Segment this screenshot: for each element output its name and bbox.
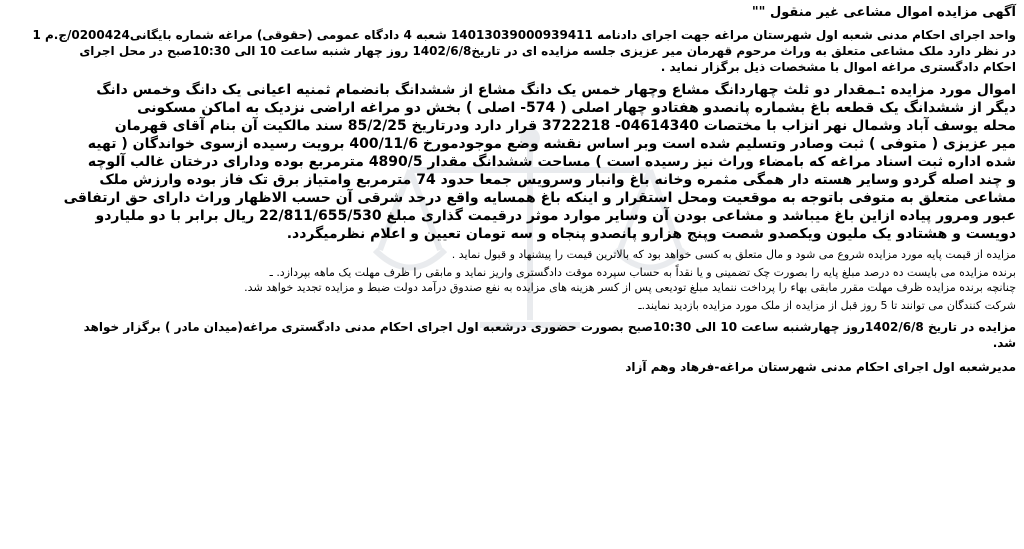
auction-line: مزایده در تاریخ 1402/6/8روز چهارشنبه ساعت 10 الی 10:30صبح بصورت حضوری درشعبه اول اجرای احکام مدنی دادگستری مراغه(میدان مادر ) برگزار خواهد (83, 320, 1016, 334)
description-line: میر عزیزی ( متوفی ) ثبت وصادر وتسلیم شده است وبر اساس نقشه وضع موجودمورخ 400/11/6 برویت رسیده ازسوی خواندگان ( تهیه (87, 136, 1016, 152)
base-price-note: مزایده از قیمت پایه مورد مزایده شروع می شود و مال متعلق به کسی خواهد بود که بالاترین قیمت را پیشنهاد و قبول نماید . (451, 248, 1016, 261)
payment-terms (6, 265, 1016, 295)
description-line: عبور ومرور پیاده ازاین باغ میباشد و مشاعی بودن آن وسایر موارد موثر درقیمت گذاری مبلغ 22/811/655/530 ریال برابر با دو ملیاردو (95, 208, 1016, 224)
notice-intro (6, 27, 1016, 75)
payment-line: برنده مزایده می بایست ده درصد مبلغ پایه را بصورت چک تضمینی و یا نقداً به حساب سپرده موقت دادگستری واریز نماید و مابقی را ظرف مهلت یک ماهه بپردازد. ـ (269, 266, 1016, 279)
visit-note: شرکت کنندگان می توانند تا 5 روز قبل از مزایده از ملک مورد مزایده بازدید نمایند.ـ (638, 299, 1016, 312)
auction-line: شد. (992, 336, 1016, 350)
description-line: محله یوسف آباد وشمال نهر انزاب با مختصات 04614340- 3722218 قرار دارد ودرتاریخ 85/2/25 سند مالکیت آن بنام آقای قهرمان (114, 118, 1016, 134)
signature: مدیرشعبه اول اجرای احکام مدنی شهرستان مراغه-فرهاد وهم آزاد (625, 360, 1016, 374)
notice-title: آگهی مزایده اموال مشاعی غیر منقول "" (751, 5, 1016, 20)
description-line: و چند اصله گردو وسایر هسته دار همگی مثمره وخانه باغ وانبار وسرویس جمعا حدود 74 مترمربع وامتیاز برق تک فاز بوده وارزش ملک (99, 172, 1016, 188)
payment-line: چنانچه برنده مزایده ظرف مهلت مقرر مابقی بهاء را پرداخت ننماید مبلغ تودیعی پس از کسر هزینه های مزایده به نفع صندوق درآمد دولت ضبط و مزایده تجدید خواهد شد. (244, 281, 1016, 294)
intro-line: واحد اجرای احکام مدنی شعبه اول شهرستان مراغه جهت اجرای دادنامه 14013039000939411 شعبه 4 دادگاه عمومی (حقوقی) مراغه شماره بایگانی0200424/ج.م 1 (32, 28, 1016, 42)
description-line: مشاعی متعلق به متوفی باتوجه به موقعیت ومحل استقرار و اینکه باغ همسایه واقع درحد شرقی آن حسب الاظهار وراث دارای حق ارتفاقی (63, 190, 1016, 206)
intro-line: احکام دادگستری مراغه اموال با مشخصات ذیل برگزار نماید . (660, 60, 1016, 74)
description-line: دیگر از ششدانگ یک قطعه باغ بشماره پانصدو هفتادو چهار اصلی ( 574- اصلی ) بخش دو مراغه اراضی نزدیک به اماکن مسکونی (137, 100, 1016, 116)
property-description (6, 81, 1016, 243)
description-line: شده اداره ثبت اسناد مراغه که بامضاء وراث نیز رسیده است ) مساحت ششدانگ مقدار 4890/5 مترمربع بوده ودارای درختان غالب آلوچه (87, 154, 1016, 170)
intro-line: در نظر دارد ملک مشاعی متعلق به وراث مرحوم قهرمان میر عزیزی جلسه مزایده ای در تاریخ1402/6/8 روز چهار شنبه ساعت 10 الی 10:30صبح در محل اجرای (79, 44, 1016, 58)
description-line: اموال مورد مزایده :ـمقدار دو ثلث چهاردانگ مشاع وچهار خمس یک دانگ مشاع از ششدانگ بانضمام ثمنیه اعیانی یک دانگ وخمس دانگ (96, 82, 1016, 98)
auction-date-notice (6, 319, 1016, 351)
description-line: دویست و هشتادو یک ملیون ویکصدو شصت وپنج هزارو پانصدو پنجاه و سه تومان تعیین و اعلام نظرمیگردد. (286, 226, 1016, 242)
